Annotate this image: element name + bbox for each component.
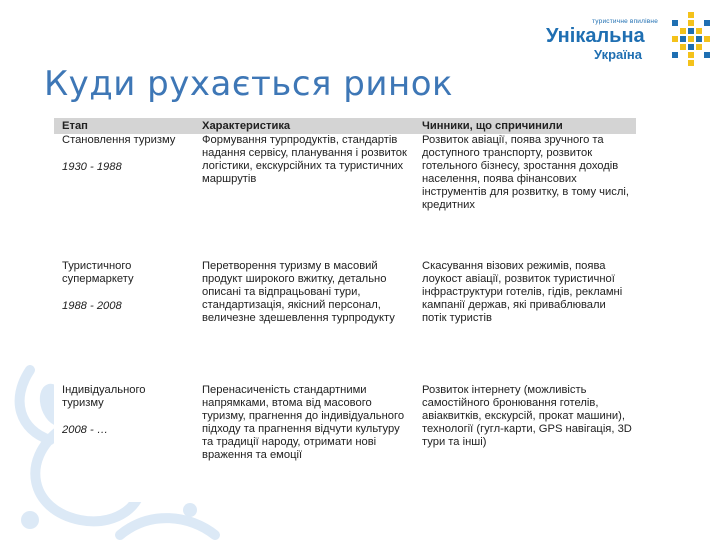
characteristic-cell bbox=[194, 380, 414, 502]
characteristic-cell bbox=[194, 134, 414, 256]
stage-period: 2008 - … bbox=[62, 424, 109, 436]
characteristic-cell bbox=[194, 256, 414, 380]
stage-name: Індивідуального туризму bbox=[62, 384, 146, 409]
brand-logo bbox=[540, 8, 715, 70]
header-stage: Етап bbox=[54, 118, 194, 134]
characteristic-text: Перетворення туризму в масовий продукт широкого вжитку, детально описані та відпрацьовані тури, стандартизація, якісний персонал, величезне здешевлення турпродукту bbox=[202, 260, 395, 324]
slide-title: Куди рухається ринок bbox=[44, 64, 454, 104]
brand-name: Унікальна bbox=[546, 25, 645, 47]
factors-text: Розвиток авіації, поява зручного та доступного транспорту, розвиток готельного бізнесу, зростання доходів населення, поява фінансових інструментів для розвитку, в тому числі, кредитних bbox=[422, 134, 629, 211]
header-characteristic: Характеристика bbox=[194, 118, 414, 134]
brand-country: Україна bbox=[594, 47, 643, 62]
table-row bbox=[54, 380, 636, 502]
stage-name: Становлення туризму bbox=[62, 134, 176, 146]
factors-text: Скасування візових режимів, поява лоукост авіації, розвиток туристичної інфраструктури готелів, гідів, рекламні кампанії держав, які приваблювали потік туристів bbox=[422, 260, 623, 324]
factors-text: Розвиток інтернету (можливість самостійного бронювання готелів, авіаквитків, екскурсій, прокат машини), технології (гугл-карти, GPS навігація, 3D тури та інші) bbox=[422, 384, 632, 448]
market-stages-table bbox=[54, 118, 636, 502]
stage-cell bbox=[54, 380, 194, 502]
factors-cell bbox=[414, 380, 636, 502]
stage-name: Туристичного супермаркету bbox=[62, 260, 134, 285]
table-row bbox=[54, 134, 636, 256]
stage-cell bbox=[54, 256, 194, 380]
brand-tagline: туристичне впилівне bbox=[592, 18, 659, 25]
factors-cell bbox=[414, 256, 636, 380]
stage-period: 1930 - 1988 bbox=[62, 161, 122, 173]
stage-period: 1988 - 2008 bbox=[62, 300, 122, 312]
table-header-row bbox=[54, 118, 636, 134]
header-factors: Чинники, що спричинили bbox=[414, 118, 636, 134]
factors-cell bbox=[414, 134, 636, 256]
characteristic-text: Перенасиченість стандартними напрямками, втома від масового туризму, прагнення до індивідуального підходу та прагнення відчути культуру та традиції народу, отримати нові враження та емоції bbox=[202, 384, 405, 461]
characteristic-text: Формування турпродуктів, стандартів надання сервісу, планування і розвиток логістики, екскурсійних та туристичних маршрутів bbox=[202, 134, 407, 185]
star-ornament-icon bbox=[667, 10, 715, 68]
table-row bbox=[54, 256, 636, 380]
stage-cell bbox=[54, 134, 194, 256]
